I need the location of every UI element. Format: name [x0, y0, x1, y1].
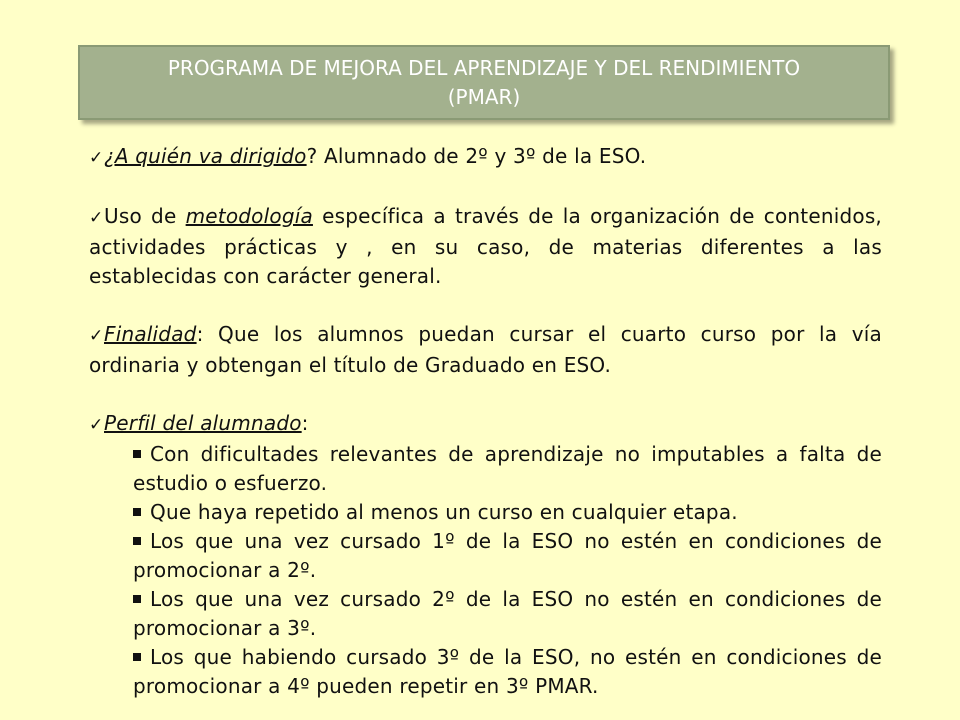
sub-item — [133, 643, 882, 701]
sub-item — [133, 498, 882, 527]
square-bullet-icon — [133, 508, 141, 516]
sub-item — [133, 585, 882, 643]
checkmark-icon: ✓ — [89, 415, 104, 435]
item-text: : — [301, 411, 309, 435]
sub-item-text: Que haya repetido al menos un curso en cualquier etapa. — [150, 500, 738, 524]
sub-item — [133, 527, 882, 585]
square-bullet-icon — [133, 537, 141, 545]
item-prefix: Uso de — [104, 204, 186, 228]
checkmark-icon: ✓ — [89, 208, 104, 228]
sub-item — [133, 440, 882, 498]
sub-item-text: Con dificultades relevantes de aprendizaje no imputables a falta de estudio o esfuerzo. — [133, 442, 882, 495]
square-bullet-icon — [133, 653, 141, 661]
title-box — [78, 45, 890, 120]
sub-item-text: Los que habiendo cursado 3º de la ESO, no estén en condiciones de promocionar a 4º pueden repetir en 3º PMAR. — [133, 645, 882, 698]
list-item-target — [89, 142, 882, 173]
list-item-purpose — [89, 320, 882, 380]
profile-sublist — [89, 440, 882, 701]
square-bullet-icon — [133, 595, 141, 603]
list-item-methodology — [89, 202, 882, 291]
sub-item-text: Los que una vez cursado 2º de la ESO no estén en condiciones de promocionar a 3º. — [133, 587, 882, 640]
item-text: ? Alumnado de 2º y 3º de la ESO. — [306, 144, 647, 168]
square-bullet-icon — [133, 450, 141, 458]
checkmark-icon: ✓ — [89, 148, 104, 168]
item-text: : Que los alumnos puedan cursar el cuarto curso por la vía ordinaria y obtengan el título de Graduado en ESO. — [89, 322, 882, 377]
item-topic: Finalidad — [104, 322, 197, 346]
sub-item-text: Los que una vez cursado 1º de la ESO no estén en condiciones de promocionar a 2º. — [133, 529, 882, 582]
item-topic: metodología — [185, 204, 313, 228]
content-list — [89, 142, 882, 701]
list-item-profile — [89, 409, 882, 440]
item-topic: ¿A quién va dirigido — [104, 144, 307, 168]
title-line-2: (PMAR) — [447, 84, 521, 109]
checkmark-icon: ✓ — [89, 326, 104, 346]
item-topic: Perfil del alumnado — [104, 411, 302, 435]
item-text: específica a través de la organización de contenidos, actividades prácticas y , en su caso, de materias diferentes a las establecidas con carácter general. — [89, 204, 882, 288]
title-line-1: PROGRAMA DE MEJORA DEL APRENDIZAJE Y DEL RENDIMIENTO — [167, 55, 801, 80]
